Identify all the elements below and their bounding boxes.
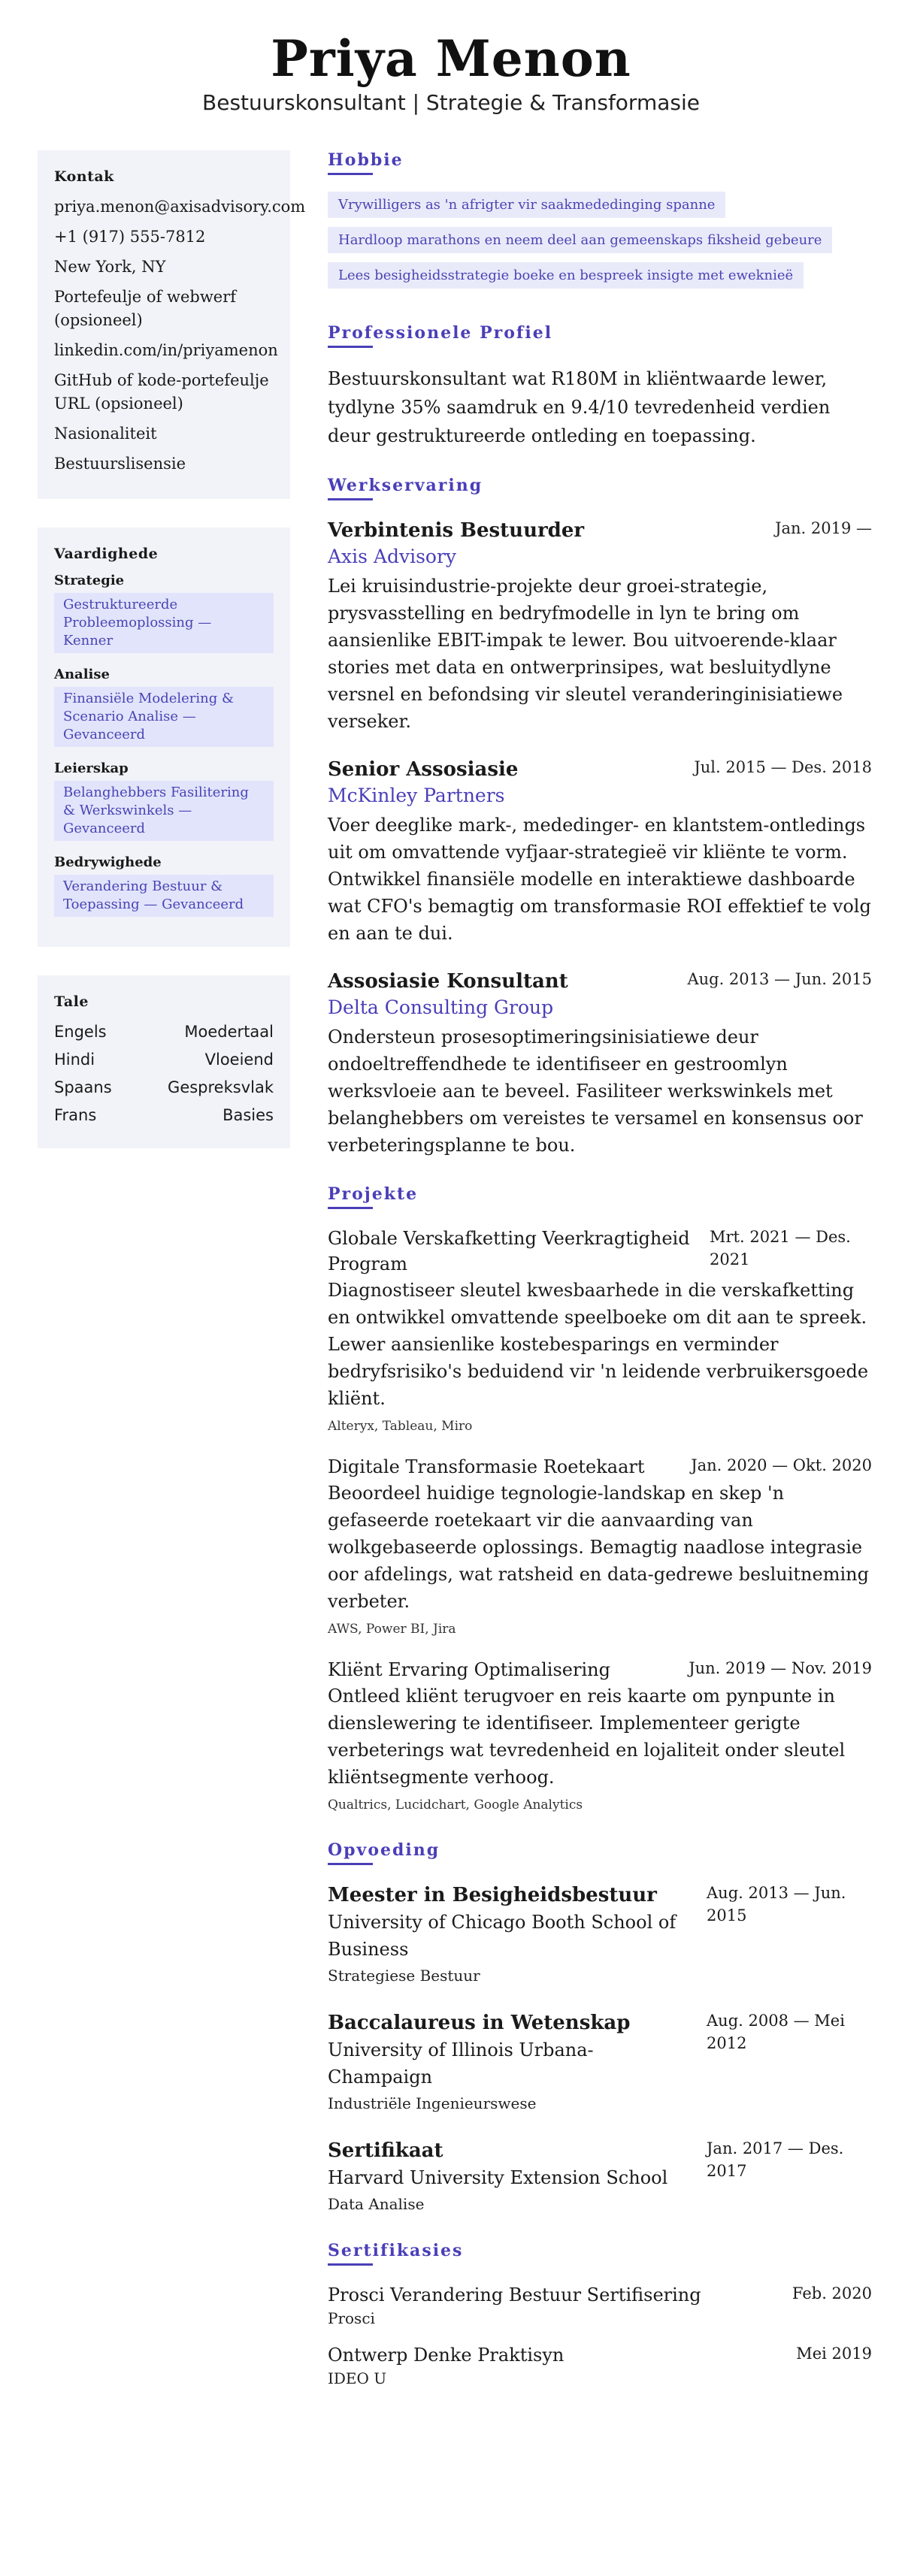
education-dates: Jan. 2017 — Des. 2017 <box>707 2139 844 2180</box>
job-description: Lei kruisindustrie-projekte deur groei-strategie, prysvasstelling en bedryfmodelle in lyn te bring om aansienlike EBIT-impak te lewer. Bou uitvoerende-klaar stories met data en ontwerprinsipes, wat besluitydlyne versnel en befondsing vir sleutel veranderinginisiatiewe verseker. <box>328 576 843 732</box>
education-section <box>328 1840 872 2215</box>
contact-email[interactable]: priya.menon@axisadvisory.com <box>54 198 306 216</box>
section-divider <box>328 346 373 348</box>
contact-portfolio: Portefeulje of webwerf (opsioneel) <box>54 288 237 329</box>
skill-group <box>54 854 274 917</box>
project-tech: Qualtrics, Lucidchart, Google Analytics <box>328 1797 583 1813</box>
education-entry <box>328 2137 872 2215</box>
language-row <box>54 1076 274 1099</box>
contact-phone: +1 (917) 555-7812 <box>54 228 206 246</box>
certifications-section <box>328 2241 872 2389</box>
section-divider <box>328 173 373 175</box>
experience-heading: Werkservaring <box>328 476 483 495</box>
education-entry <box>328 2009 872 2115</box>
language-row <box>54 1104 274 1126</box>
contact-location: New York, NY <box>54 258 166 276</box>
skill-group <box>54 573 274 653</box>
sidebar <box>38 150 306 1177</box>
education-field: Industriële Ingenieurswese <box>328 2094 537 2112</box>
project-title: Kliënt Ervaring Optimalisering <box>328 1659 610 1680</box>
skill-chip: Gestruktureerde Probleemoplossing — Kenner <box>54 593 274 653</box>
project-dates: Mrt. 2021 — Des. 2021 <box>710 1228 851 1268</box>
education-dates: Aug. 2008 — Mei 2012 <box>707 2012 845 2052</box>
project-dates: Jun. 2019 — Nov. 2019 <box>689 1659 872 1677</box>
certification-entry <box>328 2342 872 2389</box>
skill-category: Analise <box>54 667 110 682</box>
certification-issuer: Prosci <box>328 2309 375 2327</box>
section-divider <box>328 1863 373 1865</box>
language-name: Spaans <box>54 1078 112 1096</box>
profile-section <box>328 323 872 450</box>
job-role: Senior Assosiasie <box>328 758 519 781</box>
certification-date: Mei 2019 <box>796 2345 872 2363</box>
project-title: Digitale Transformasie Roetekaart <box>328 1456 645 1477</box>
section-divider <box>328 1207 373 1209</box>
job-entry <box>328 517 872 735</box>
certification-name: Ontwerp Denke Praktisyn <box>328 2345 565 2366</box>
profile-summary: Bestuurskonsultant wat R180M in kliëntwaarde lewer, tydlyne 35% saamdruk en 9.4/10 tevredenheid verdien deur gestruktureerde ontleding en toepassing. <box>328 368 831 446</box>
skill-group <box>54 667 274 747</box>
education-field: Data Analise <box>328 2195 425 2213</box>
skill-chip: Verandering Bestuur & Toepassing — Gevanceerd <box>54 875 274 917</box>
language-level: Basies <box>222 1106 274 1124</box>
job-company: Delta Consulting Group <box>328 996 554 1018</box>
certifications-heading: Sertifikasies <box>328 2241 464 2260</box>
language-row <box>54 1020 274 1043</box>
language-name: Engels <box>54 1023 107 1041</box>
contact-github: GitHub of kode-portefeulje URL (opsioneel) <box>54 371 269 413</box>
education-degree: Sertifikaat <box>328 2139 443 2162</box>
hobbies-heading: Hobbie <box>328 150 404 170</box>
main-content <box>328 150 872 2414</box>
projects-section <box>328 1184 872 1815</box>
education-entry <box>328 1882 872 1987</box>
education-school: University of Chicago Booth School of Business <box>328 1912 676 1960</box>
skill-category: Strategie <box>54 573 125 588</box>
hobby-chip: Vrywilligers as 'n afrigter vir saakmededinging spanne <box>328 192 725 218</box>
skills-heading: Vaardighede <box>54 546 159 562</box>
hobbies-section <box>328 150 872 298</box>
projects-heading: Projekte <box>328 1184 419 1204</box>
project-entry <box>328 1657 872 1815</box>
project-description: Ontleed kliënt terugvoer en reis kaarte om pynpunte in dienslewering te identifiseer. Implementeer gerigte verbeterings wat tevredenheid en lojaliteit onder sleutel kliëntsegmente verhoog. <box>328 1686 846 1788</box>
language-name: Frans <box>54 1106 97 1124</box>
certification-name: Prosci Verandering Bestuur Sertifisering <box>328 2284 701 2305</box>
language-level: Moedertaal <box>184 1023 274 1041</box>
project-tech: AWS, Power BI, Jira <box>328 1622 456 1637</box>
languages-card <box>38 975 290 1148</box>
project-entry <box>328 1226 872 1436</box>
contact-heading: Kontak <box>54 168 114 185</box>
job-role: Assosiasie Konsultant <box>328 970 568 993</box>
language-level: Gespreksvlak <box>168 1078 274 1096</box>
certification-date: Feb. 2020 <box>792 2284 872 2302</box>
skill-chip: Finansiële Modelering & Scenario Analise — Gevanceerd <box>54 687 274 747</box>
contact-card <box>38 150 306 499</box>
profile-heading: Professionele Profiel <box>328 323 553 343</box>
job-description: Voer deeglike mark-, mededinger- en klantstem-ontledings uit om omvattende vyfjaar-strategieë vir kliënte te vorm. Ontwikkel finansiële modelle en interaktiewe dashboarde wat CFO's bemagtig om transformasie ROI effektief te volg en aan te dui. <box>328 815 871 944</box>
education-field: Strategiese Bestuur <box>328 1967 480 1985</box>
language-row <box>54 1048 274 1071</box>
skill-category: Leierskap <box>54 760 129 776</box>
education-degree: Baccalaureus in Wetenskap <box>328 2012 631 2034</box>
section-divider <box>328 498 373 500</box>
skills-card <box>38 528 290 947</box>
project-entry <box>328 1454 872 1639</box>
language-name: Hindi <box>54 1051 95 1069</box>
language-level: Vloeiend <box>204 1051 274 1069</box>
candidate-name: Priya Menon <box>271 29 631 88</box>
job-company: McKinley Partners <box>328 785 505 806</box>
project-description: Diagnostiseer sleutel kwesbaarhede in die verskafketting en ontwikkel omvattende speelboeke om dit aan te spreek. Lewer aansienlike kostebesparings en verminder bedryfsrisiko's beduidend vir 'n leidende verbruikersgoede kliënt. <box>328 1280 869 1409</box>
job-entry <box>328 756 872 947</box>
job-dates: Aug. 2013 — Jun. 2015 <box>687 970 872 988</box>
experience-section <box>328 476 872 1159</box>
job-role: Verbintenis Bestuurder <box>328 519 585 542</box>
hobby-chip: Lees besigheidsstrategie boeke en bespreek insigte met eweknieë <box>328 262 804 289</box>
certification-entry <box>328 2282 872 2329</box>
hobby-list <box>328 192 872 298</box>
education-school: Harvard University Extension School <box>328 2167 668 2188</box>
resume-header <box>0 0 902 150</box>
job-dates: Jul. 2015 — Des. 2018 <box>694 758 872 776</box>
project-tech: Alteryx, Tableau, Miro <box>328 1419 473 1434</box>
skill-category: Bedrywighede <box>54 854 162 870</box>
education-degree: Meester in Besigheidsbestuur <box>328 1884 657 1906</box>
education-dates: Aug. 2013 — Jun. 2015 <box>707 1884 846 1924</box>
hobby-chip: Hardloop marathons en neem deel aan gemeenskaps fiksheid gebeure <box>328 227 832 253</box>
job-description: Ondersteun prosesoptimeringsinisiatiewe deur ondoeltreffendhede te identifiseer en gestroomlyn werksvloeie aan te beveel. Fasiliteer werkswinkels met belanghebbers om vereistes te versamel en konsensus oor verbeteringsplanne te bou. <box>328 1026 863 1156</box>
job-dates: Jan. 2019 — <box>775 519 872 537</box>
candidate-title: Bestuurskonsultant | Strategie & Transformasie <box>202 90 700 115</box>
project-dates: Jan. 2020 — Okt. 2020 <box>691 1456 872 1474</box>
section-divider <box>328 2263 373 2266</box>
job-company: Axis Advisory <box>328 546 457 567</box>
contact-license: Bestuurslisensie <box>54 455 186 473</box>
contact-linkedin[interactable]: linkedin.com/in/priyamenon <box>54 341 278 359</box>
certification-issuer: IDEO U <box>328 2369 387 2387</box>
project-description: Beoordeel huidige tegnologie-landskap en skep 'n gefaseerde roetekaart vir die aanvaarding van wolkgebaseerde oplossings. Bemagtig naadlose integrasie oor afdelings, wat ratsheid en data-gedrewe besluitneming verbeter. <box>328 1483 869 1612</box>
skill-group <box>54 760 274 841</box>
job-entry <box>328 968 872 1159</box>
skill-chip: Belanghebbers Fasilitering & Werkswinkels — Gevanceerd <box>54 781 274 841</box>
languages-heading: Tale <box>54 993 89 1010</box>
contact-nationality: Nasionaliteit <box>54 425 157 443</box>
education-school: University of Illinois Urbana-Champaign <box>328 2039 594 2088</box>
project-title: Globale Verskafketting Veerkragtigheid Program <box>328 1228 690 1274</box>
education-heading: Opvoeding <box>328 1840 440 1860</box>
